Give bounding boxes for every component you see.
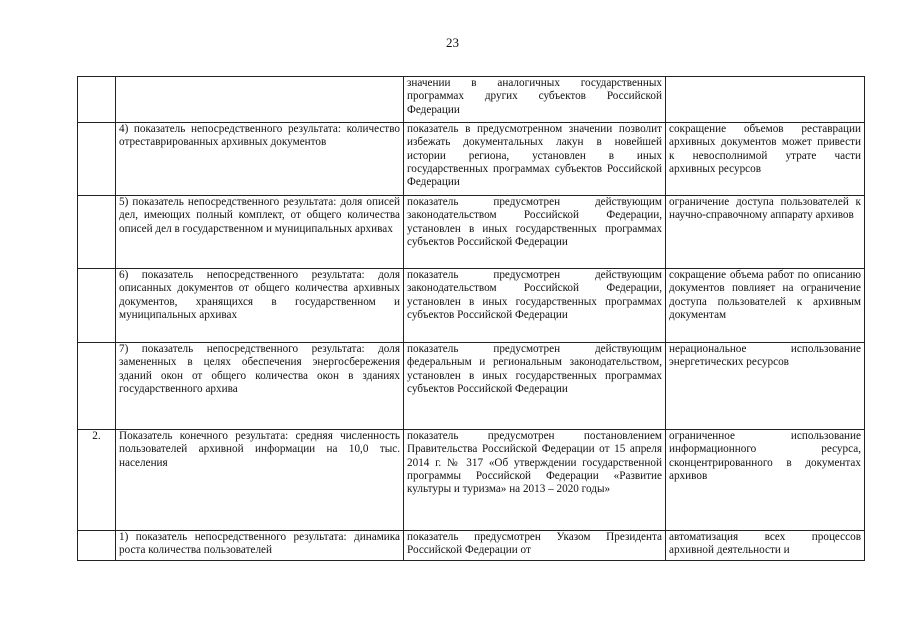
table-row — [78, 269, 865, 343]
justification-cell: показатель предусмотрен Указом Президента Российской Федерации от — [404, 531, 666, 561]
row-number-cell — [78, 77, 116, 123]
row-number-cell — [78, 196, 116, 269]
indicator-cell — [116, 77, 404, 123]
table-row — [78, 343, 865, 430]
row-number-cell — [78, 531, 116, 561]
row-number-cell: 2. — [78, 430, 116, 531]
risk-cell — [666, 77, 865, 123]
indicator-cell: Показатель конечного результата: средняя численность пользователей архивной информации на 10,0 тыс. населения — [116, 430, 404, 531]
justification-cell: значении в аналогичных государственных программах других субъектов Российской Федерации — [404, 77, 666, 123]
risk-cell: ограничение доступа пользователей к научно-справочному аппарату архивов — [666, 196, 865, 269]
row-number-cell — [78, 343, 116, 430]
indicator-cell: 1) показатель непосредственного результата: динамика роста количества пользователей — [116, 531, 404, 561]
justification-cell: показатель предусмотрен постановлением Правительства Российской Федерации от 15 апреля 2014 г. № 317 «Об утверждении государственной программы Российской Федерации «Развитие культуры и туризма» на 2013 – 2020 годы» — [404, 430, 666, 531]
indicator-cell: 7) показатель непосредственного результата: доля замененных в целях обеспечения энергосбережения зданий окон от общего количества окон в зданиях государственного архива — [116, 343, 404, 430]
indicator-cell: 4) показатель непосредственного результата: количество отреставрированных архивных документов — [116, 123, 404, 196]
risk-cell: автоматизация всех процессов архивной деятельности и — [666, 531, 865, 561]
row-number-cell — [78, 123, 116, 196]
risk-cell: ограниченное использование информационного ресурса, сконцентрированного в документах архивов — [666, 430, 865, 531]
table-row — [78, 531, 865, 561]
risk-cell: нерациональное использование энергетических ресурсов — [666, 343, 865, 430]
document-table — [77, 76, 865, 561]
risk-cell: сокращение объема работ по описанию документов повлияет на ограничение доступа пользователей к архивным документам — [666, 269, 865, 343]
justification-cell: показатель в предусмотренном значении позволит избежать документальных лакун в новейшей истории региона, установлен в иных государственных программах субъектов Российской Федерации — [404, 123, 666, 196]
indicator-cell: 5) показатель непосредственного результата: доля описей дел, имеющих полный комплект, от общего количества описей дел в государственном и муниципальных архивах — [116, 196, 404, 269]
indicator-cell: 6) показатель непосредственного результата: доля описанных документов от общего количества архивных документов, хранящихся в государственном и муниципальных архивах — [116, 269, 404, 343]
table-row — [78, 77, 865, 123]
table-row — [78, 196, 865, 269]
table-row — [78, 123, 865, 196]
justification-cell: показатель предусмотрен действующим законодательством Российской Федерации, установлен в иных государственных программах субъектов Российской Федерации — [404, 269, 666, 343]
justification-cell: показатель предусмотрен действующим законодательством Российской Федерации, установлен в иных государственных программах субъектов Российской Федерации — [404, 196, 666, 269]
risk-cell: сокращение объемов реставрации архивных документов может привести к невосполнимой утрате части архивных ресурсов — [666, 123, 865, 196]
justification-cell: показатель предусмотрен действующим федеральным и региональным законодательством, установлен в иных государственных программах субъектов Российской Федерации — [404, 343, 666, 430]
page-number: 23 — [446, 35, 459, 50]
table-row — [78, 430, 865, 531]
row-number-cell — [78, 269, 116, 343]
